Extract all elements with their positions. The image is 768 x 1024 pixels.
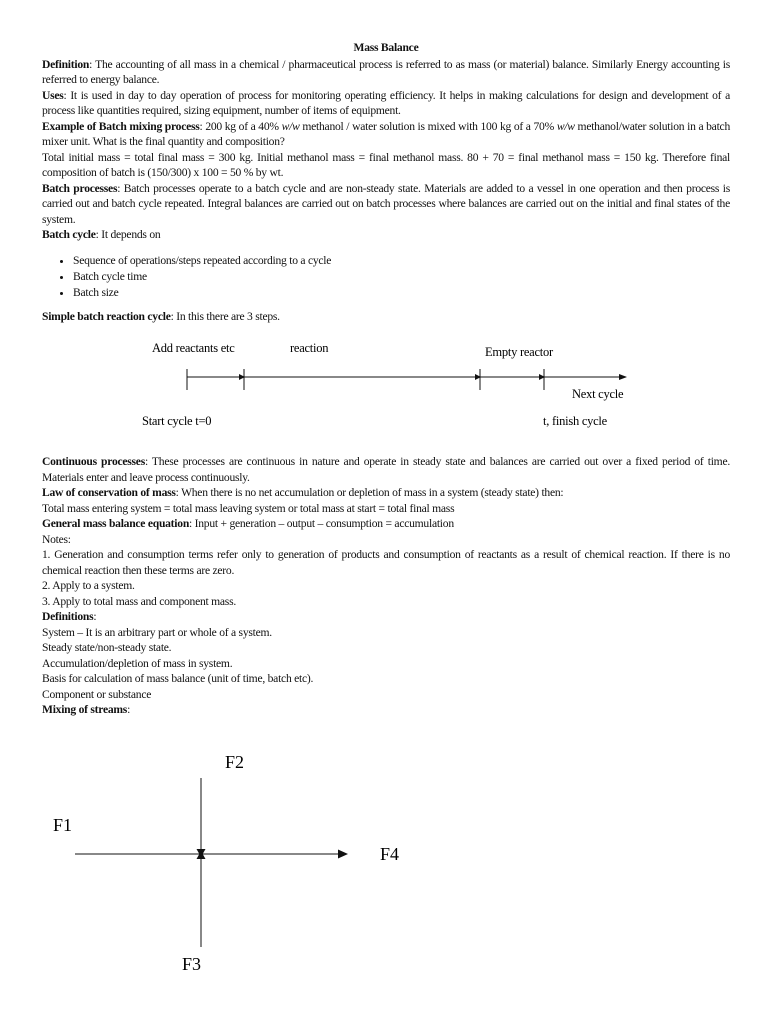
- finish-cycle-label: t, finish cycle: [543, 414, 607, 428]
- mixing-heading: [42, 702, 730, 718]
- stream-label-f1: F1: [53, 815, 73, 835]
- definition-item: System – It is an arbitrary part or whole of a system.: [42, 625, 272, 639]
- definition-label: Definition: [42, 57, 90, 71]
- law-text: : When there is no net accumulation or depletion of mass in a system (steady state) then:: [175, 486, 564, 499]
- definition-item: Basis for calculation of mass balance (unit of time, batch etc).: [42, 672, 314, 685]
- general-label: General mass balance equation: [42, 517, 190, 530]
- simple-batch-label: Simple batch reaction cycle: [42, 309, 171, 323]
- law-equation: Total mass entering system = total mass leaving system or total mass at start = total final mass: [42, 501, 455, 515]
- definition-item: Accumulation/depletion of mass in system.: [42, 656, 233, 670]
- example-text-1: : 200 kg of a 40%: [199, 119, 282, 133]
- batch-cycle-text: : It depends on: [95, 228, 161, 241]
- continuous-text: : These processes are continuous in nature and operate in steady state and balances are carried out over a fixed period of time. Materials enter and leave process continuously.: [42, 455, 730, 484]
- example-ww-2: w/w: [556, 119, 575, 133]
- stream-label-f3: F3: [182, 954, 202, 974]
- continuous-label: Continuous processes: [42, 455, 145, 468]
- next-cycle-label: Next cycle: [572, 387, 624, 401]
- batch-cycle-label: Batch cycle: [42, 228, 96, 241]
- definitions-colon: :: [93, 610, 97, 623]
- batch-cycle-paragraph: [42, 227, 730, 243]
- list-item: • Sequence of operations/steps repeated according to a cycle: [73, 253, 730, 269]
- definitions-label: Definitions: [42, 610, 94, 623]
- general-paragraph: [42, 516, 730, 532]
- stream-label-f4: F4: [380, 844, 400, 864]
- example-text-2: methanol / water solution is mixed with 100 kg of a 70%: [299, 119, 557, 133]
- general-text: : Input + generation – output – consumption = accumulation: [189, 517, 454, 530]
- reaction-label: reaction: [290, 341, 329, 355]
- example-text-3: methanol/water solution in a batch mixer unit. What is the final quantity and composition?: [42, 119, 730, 148]
- page-title: Mass Balance: [353, 41, 419, 54]
- definition-text: : The accounting of all mass in a chemical / pharmaceutical process is referred to as mass (or material) balance. Similarly Energy accounting is referred to energy balance.: [42, 57, 730, 86]
- law-label: Law of conservation of mass: [42, 486, 176, 499]
- stream-label-f2: F2: [225, 752, 245, 772]
- definition-item: Component or substance: [42, 687, 152, 701]
- batch-processes-text: : Batch processes operate to a batch cycle and are non-steady state. Materials are added to a vessel in one operation and then process is carried out and batch cycle repeated. Integral balances are carried out on batch processes where balances are carried out on the initial and final states of the system.: [42, 181, 730, 226]
- example-ww-1: w/w: [281, 119, 300, 133]
- batch-processes-paragraph: [42, 181, 730, 228]
- uses-paragraph: [42, 88, 730, 119]
- notes-label: Notes:: [42, 532, 71, 546]
- uses-label: Uses: [42, 88, 64, 102]
- start-cycle-label: Start cycle t=0: [142, 414, 212, 428]
- batch-processes-label: Batch processes: [42, 181, 118, 195]
- continuous-paragraph: [42, 454, 730, 485]
- note-item: 2. Apply to a system.: [42, 579, 135, 592]
- uses-text: : It is used in day to day operation of process for monitoring operating efficiency. It helps in making calculations for design and development of a process like quantities required, sizing equipment, number of items of equipment.: [42, 88, 730, 117]
- note-item: 1. Generation and consumption terms refer only to generation of products and consumption of reactants as a result of chemical reaction. If there is no chemical reaction then these terms are zero.: [42, 548, 730, 577]
- definition-paragraph: [42, 57, 730, 88]
- document-body: [42, 40, 730, 718]
- batch-cycle-diagram: [42, 324, 730, 454]
- example-paragraph: [42, 119, 730, 150]
- mixing-colon: :: [127, 703, 131, 716]
- simple-batch-paragraph: [42, 309, 730, 325]
- arrow-head-f4: [338, 850, 348, 859]
- mixing-label: Mixing of streams: [42, 703, 128, 716]
- streams-diagram: [30, 745, 450, 1015]
- example-label: Example of Batch mixing process: [42, 119, 200, 133]
- list-item: • Batch cycle time: [73, 269, 730, 285]
- definition-item: Steady state/non-steady state.: [42, 641, 172, 654]
- list-item: • Batch size: [73, 285, 730, 301]
- definitions-heading: [42, 609, 730, 625]
- note-item: 3. Apply to total mass and component mass.: [42, 594, 236, 608]
- law-paragraph: [42, 485, 730, 501]
- add-reactants-label: Add reactants etc: [152, 341, 235, 355]
- empty-reactor-label: Empty reactor: [485, 345, 553, 359]
- arrow-head-f3: [197, 851, 206, 859]
- batch-cycle-list: [42, 253, 730, 301]
- example-calculation: Total initial mass = total final mass = 300 kg. Initial methanol mass = final methanol mass. 80 + 70 = final methanol mass = 150 kg. Therefore final composition of batch is (150/300) x 100 = 50 % by wt.: [42, 150, 730, 179]
- simple-batch-text: : In this there are 3 steps.: [170, 309, 280, 323]
